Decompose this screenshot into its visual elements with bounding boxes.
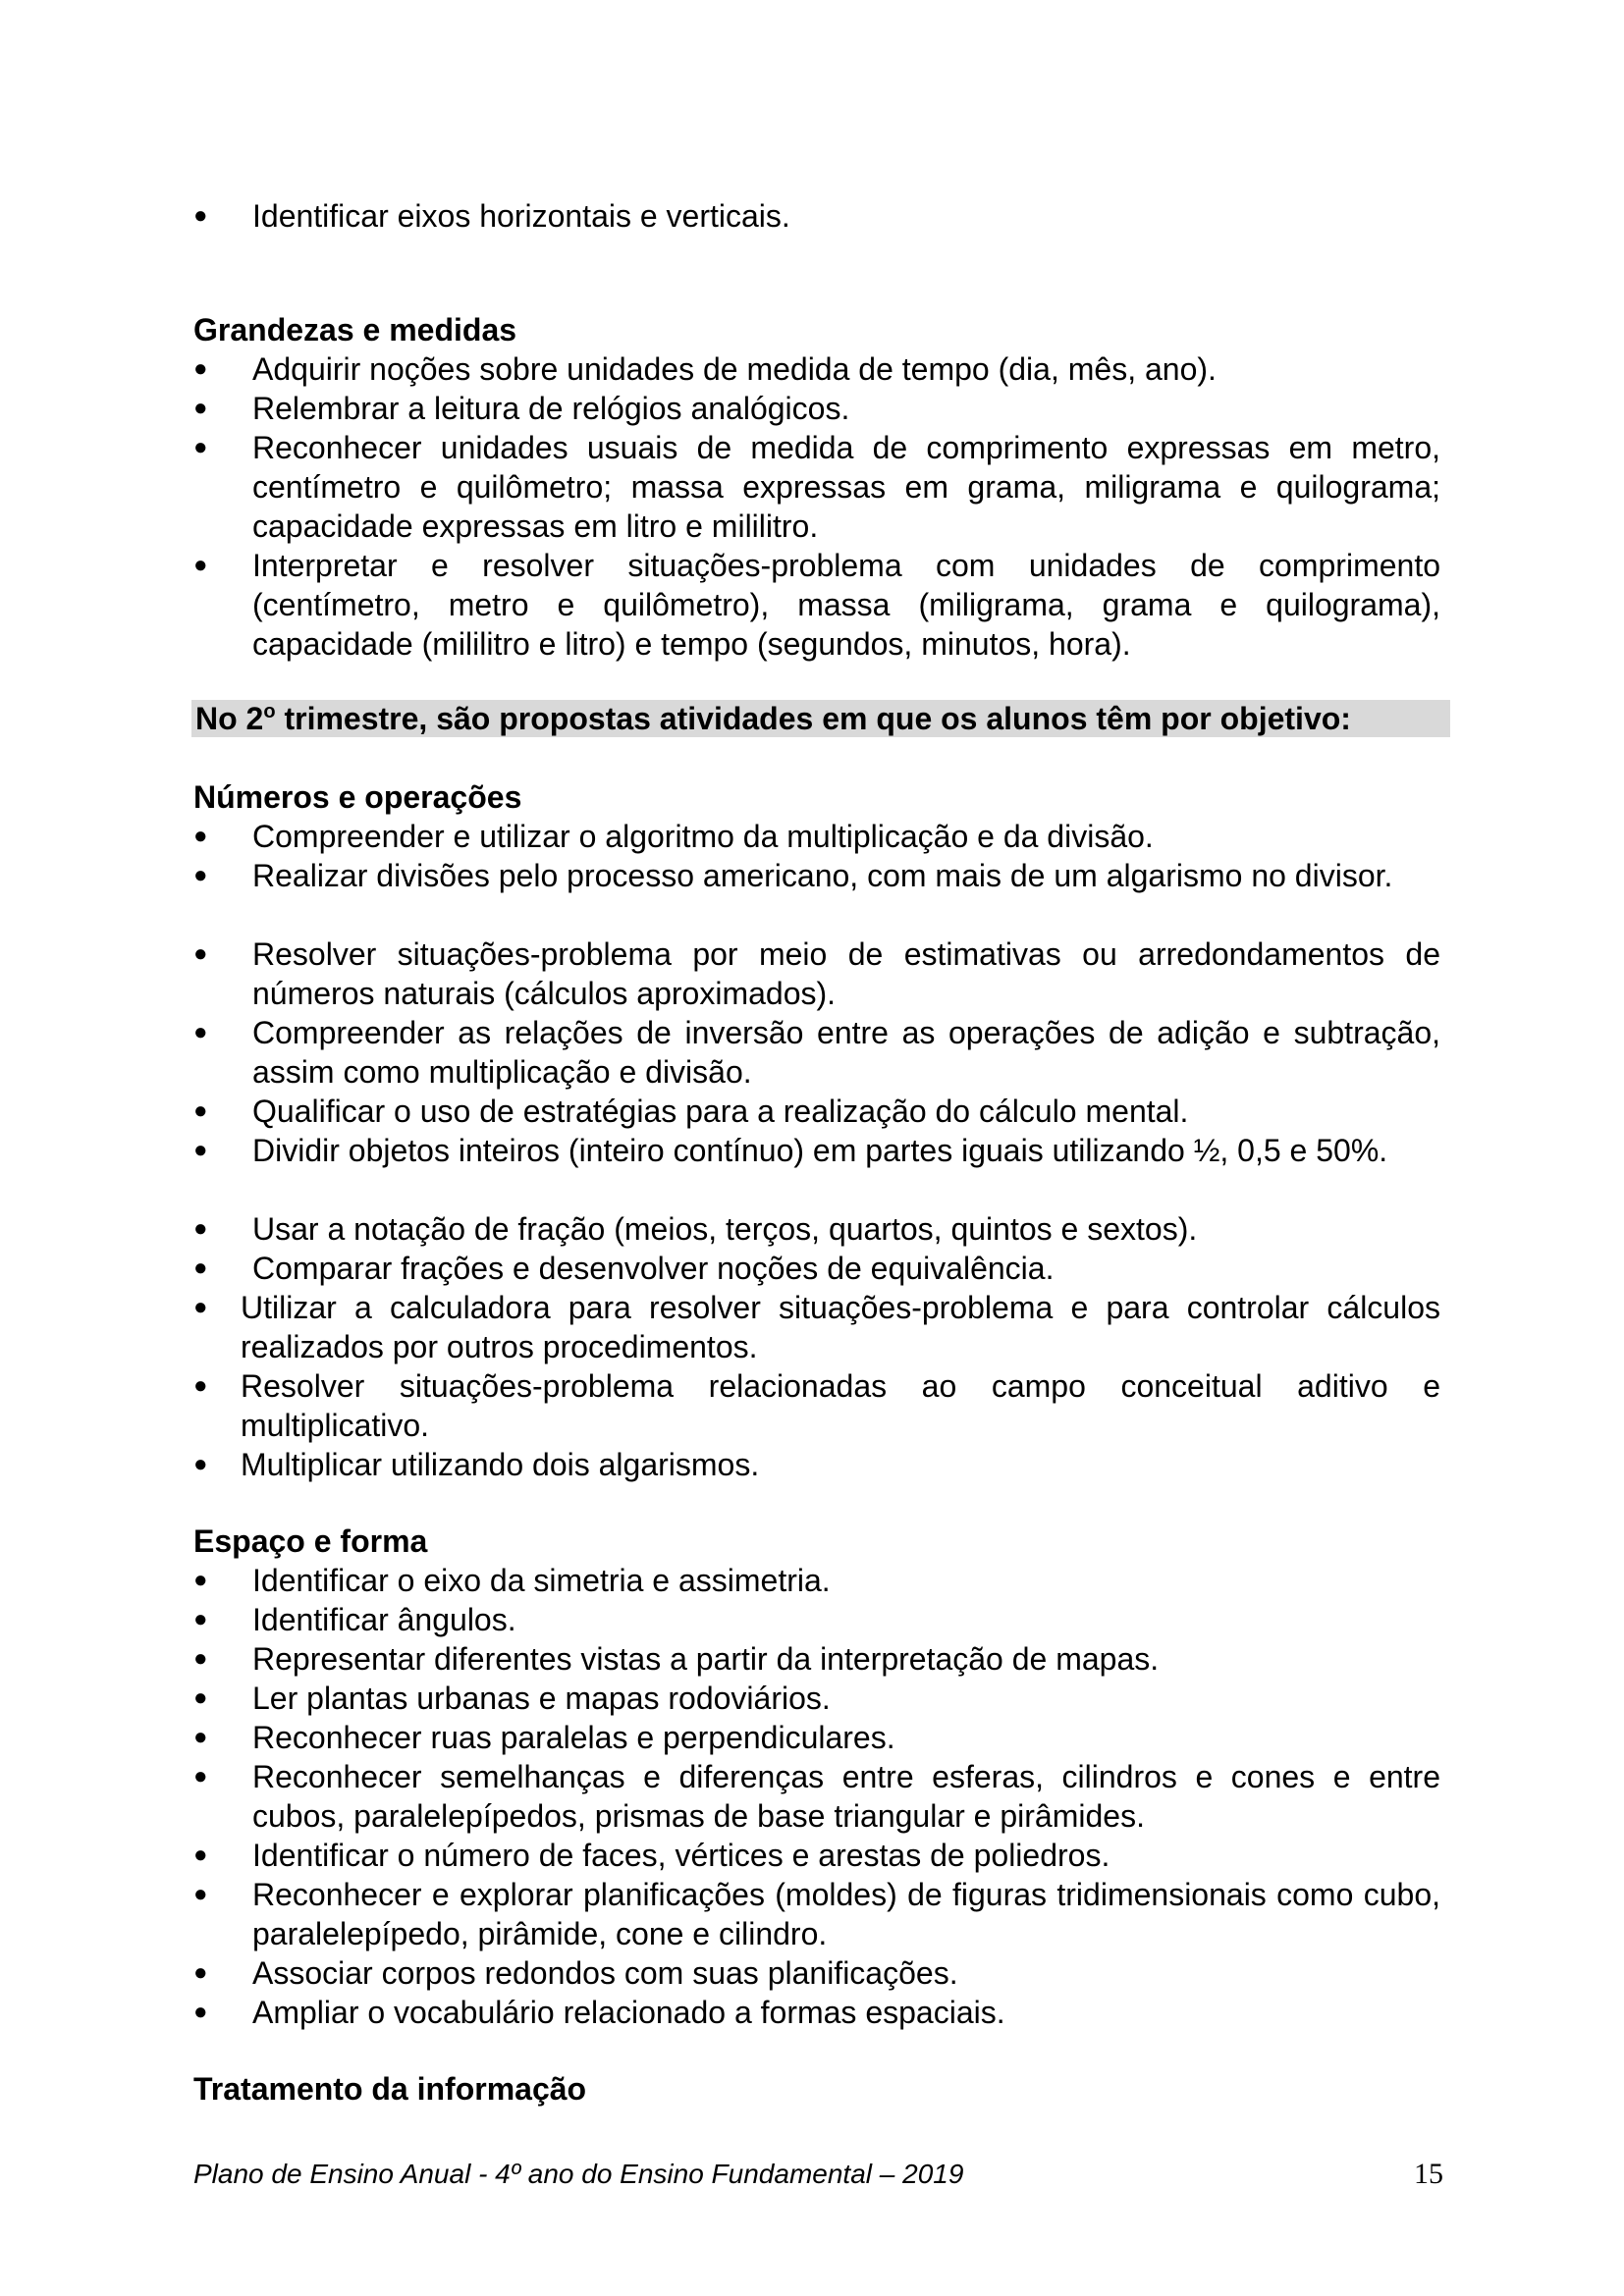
trimester-banner-prefix: No 2 xyxy=(195,701,264,736)
bullet-icon: ● xyxy=(193,1842,208,1868)
list-item-text: Representar diferentes vistas a partir da interpretação de mapas. xyxy=(252,1641,1160,1677)
list-item-text: Realizar divisões pelo processo americano, com mais de um algarismo no divisor. xyxy=(252,858,1393,893)
bullet-icon: ● xyxy=(193,1215,208,1242)
list-item-text: Reconhecer e explorar planificações (moldes) de figuras tridimensionais como cubo, paralelepípedo, pirâmide, cone e cilindro. xyxy=(252,1877,1440,1951)
bullet-icon: ● xyxy=(193,1372,208,1399)
list-item-text: Usar a notação de fração (meios, terços, quartos, quintos e sextos). xyxy=(252,1211,1198,1247)
footer-title: Plano de Ensino Anual - 4º ano do Ensino Fundamental – 2019 xyxy=(193,2159,964,2189)
bullet-icon: ● xyxy=(193,1959,208,1986)
bullet-icon: ● xyxy=(193,552,208,578)
list-item-text: Identificar ângulos. xyxy=(252,1602,516,1637)
bullet-icon: ● xyxy=(193,1763,208,1789)
bullet-icon: ● xyxy=(193,1294,208,1320)
list-item-text: Interpretar e resolver situações-problema com unidades de comprimento (centímetro, metro e quilômetro), massa (miligrama, grama e quilograma), capacidade (mililitro e litro) e tempo (segundos, minutos, hora). xyxy=(252,548,1440,662)
section-heading-tratamento: Tratamento da informação xyxy=(193,2071,587,2107)
list-item-text: Ampliar o vocabulário relacionado a formas espaciais. xyxy=(252,1995,1005,2030)
bullet-icon: ● xyxy=(193,862,208,888)
list-item-text: Relembrar a leitura de relógios analógicos. xyxy=(252,391,850,426)
list-item-text: Identificar o número de faces, vértices e arestas de poliedros. xyxy=(252,1838,1110,1873)
trimester-banner-suffix: trimestre, são propostas atividades em que os alunos têm por objetivo: xyxy=(275,701,1351,736)
list-item-text: Dividir objetos inteiros (inteiro contínuo) em partes iguais utilizando ½, 0,5 e 50%. xyxy=(252,1133,1388,1168)
list-item-text: Identificar o eixo da simetria e assimetria. xyxy=(252,1563,831,1598)
bullet-icon: ● xyxy=(193,1019,208,1045)
bullet-icon: ● xyxy=(193,1255,208,1281)
list-item-text: Reconhecer semelhanças e diferenças entre esferas, cilindros e cones e entre cubos, paralelepípedos, prismas de base triangular e pirâmides. xyxy=(252,1759,1440,1834)
list-item-text: Resolver situações-problema relacionadas ao campo conceitual aditivo e multiplicativo. xyxy=(241,1368,1440,1443)
bullet-icon: ● xyxy=(193,1645,208,1672)
list-item-text: Identificar eixos horizontais e verticais. xyxy=(252,198,790,234)
list-item-text: Multiplicar utilizando dois algarismos. xyxy=(241,1447,760,1482)
list-item-text: Reconhecer unidades usuais de medida de comprimento expressas em metro, centímetro e quilômetro; massa expressas em grama, miligrama e quilograma; capacidade expressas em litro e mililitro. xyxy=(252,430,1440,544)
trimester-banner-ordinal: o xyxy=(263,701,276,722)
list-item-text: Reconhecer ruas paralelas e perpendiculares. xyxy=(252,1720,895,1755)
bullet-icon: ● xyxy=(193,1881,208,1907)
list-item-text: Qualificar o uso de estratégias para a realização do cálculo mental. xyxy=(252,1094,1189,1129)
list-item-text: Compreender e utilizar o algoritmo da multiplicação e da divisão. xyxy=(252,819,1154,854)
list-item-text: Ler plantas urbanas e mapas rodoviários. xyxy=(252,1681,831,1716)
bullet-icon: ● xyxy=(193,202,208,229)
bullet-icon: ● xyxy=(193,1567,208,1593)
list-item-text: Utilizar a calculadora para resolver situações-problema e para controlar cálculos realizados por outros procedimentos. xyxy=(241,1290,1440,1364)
list-item-text: Associar corpos redondos com suas planificações. xyxy=(252,1955,958,1991)
bullet-icon: ● xyxy=(193,1451,208,1477)
trimester-banner xyxy=(195,700,1351,737)
list-item-text: Comparar frações e desenvolver noções de equivalência. xyxy=(252,1251,1055,1286)
bullet-icon: ● xyxy=(193,1606,208,1632)
bullet-icon: ● xyxy=(193,1684,208,1711)
list-item-text: Adquirir noções sobre unidades de medida de tempo (dia, mês, ano). xyxy=(252,351,1217,387)
bullet-icon: ● xyxy=(193,355,208,382)
page-number: 15 xyxy=(1414,2158,1443,2190)
list-item-text: Compreender as relações de inversão entre as operações de adição e subtração, assim como multiplicação e divisão. xyxy=(252,1015,1440,1090)
bullet-icon: ● xyxy=(193,395,208,421)
section-heading-espaco: Espaço e forma xyxy=(193,1523,428,1559)
bullet-icon: ● xyxy=(193,940,208,967)
section-heading-numeros: Números e operações xyxy=(193,779,522,815)
bullet-icon: ● xyxy=(193,1724,208,1750)
bullet-icon: ● xyxy=(193,434,208,460)
section-heading-grandezas: Grandezas e medidas xyxy=(193,312,517,347)
list-item-text: Resolver situações-problema por meio de estimativas ou arredondamentos de números naturais (cálculos aproximados). xyxy=(252,936,1440,1011)
bullet-icon: ● xyxy=(193,1137,208,1163)
bullet-icon: ● xyxy=(193,1999,208,2025)
bullet-icon: ● xyxy=(193,1097,208,1124)
bullet-icon: ● xyxy=(193,823,208,849)
